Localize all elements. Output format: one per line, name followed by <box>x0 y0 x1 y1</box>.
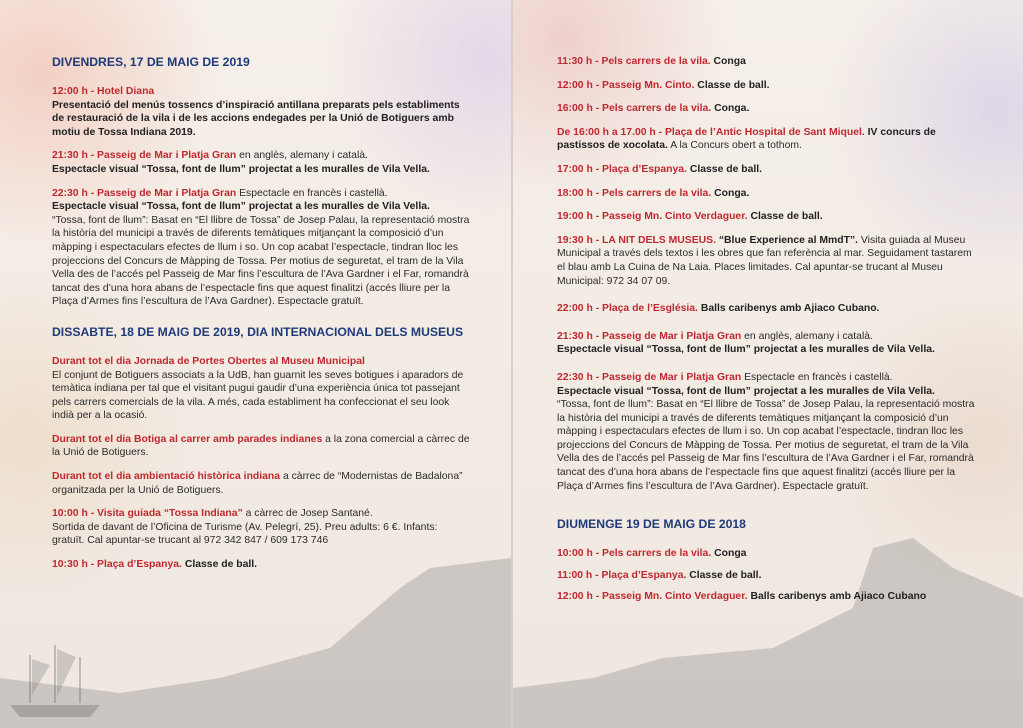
event-body: Presentació del menús tossencs d’inspiració antillana preparats pels establiments de restauració de la vila i de les accions endegades per la Unió de Botiguers amb motiu de Tossa Indiana 2019. <box>52 99 460 138</box>
saturday-event-botiga <box>52 433 470 460</box>
event-lang: en anglès, alemany i català. <box>236 150 368 162</box>
event-description: Visita guiada al Museu Municipal a través dels textos i les obres que fan referència al mar. Seguidament tastarem el blau amb La Cuina de Na Laia. Places limitades. Cal apuntar-se trucant al Museu Municipal: 972 34 07 09. <box>557 234 972 287</box>
event-title: Durant tot el dia Botiga al carrer amb parades indianes <box>52 433 323 445</box>
saturday-event-2200 <box>557 302 975 316</box>
saturday-event-concurs <box>557 126 975 153</box>
event-title: 19:30 h - LA NIT DELS MUSEUS. <box>557 234 716 246</box>
event-title: Durant tot el dia Jornada de Portes Obertes al Museu Municipal <box>52 355 365 367</box>
event-title: 10:30 h - Plaça d’Espanya. <box>52 559 182 571</box>
event-description: “Tossa, font de llum”: Basat en “El llibre de Tossa” de Josep Palau, la representació mostra la història del municipi a través de diferents temàtiques mitjançant la composició d’un màpping i espectaculars efectes de llum i so. Un cop acabat l’espectacle, tindran lloc les projeccions del Concurs de Màpping de Tossa. Per motius de seguretat, el tram de la Vila Vella des de l’accés pel Passeig de Mar fins l’escultura de l’Ava Gardner i el Far, romandrà tancat des d’una hora abans de l’espectacle fins que aquest finalitzi (accés lliure per la Plaça d’Armes fins l’escultura de l’Ava Gardner). Espectacle gratuït. <box>52 214 470 308</box>
saturday-event-2230 <box>557 371 975 493</box>
event-body: Espectacle visual “Tossa, font de llum” projectat a les muralles de Vila Vella. <box>557 344 935 356</box>
event-title: 22:30 h - Passeig de Mar i Platja Gran <box>557 371 742 383</box>
saturday-event-1200 <box>557 79 975 93</box>
event-body: Conga. <box>711 187 750 199</box>
saturday-event-visita-guiada <box>52 507 470 548</box>
ship-illustration <box>0 635 110 725</box>
sunday-event-1200 <box>557 590 975 604</box>
friday-event-2230 <box>52 187 470 309</box>
event-description: Sortida de davant de l’Oficina de Turisme (Av. Pelegrí, 25). Preu adults: 6 €. Infants: gratuït. Cal apuntar-se trucant al 972 342 847 / 609 173 746 <box>52 521 438 547</box>
left-content <box>52 55 470 582</box>
saturday-event-1900 <box>557 210 975 224</box>
event-title: 12:00 h - Passeig Mn. Cinto. <box>557 79 695 91</box>
event-title: 12:00 h - Hotel Diana <box>52 86 155 97</box>
event-body: Conga. <box>711 103 750 115</box>
event-title: 22:00 h - Plaça de l’Església. <box>557 303 698 315</box>
saturday-event-2130 <box>557 330 975 357</box>
event-title: De 16:00 h a 17.00 h - Plaça de l’Antic Hospital de Sant Miquel. <box>557 126 865 138</box>
event-description: “Tossa, font de llum”: Basat en “El llibre de Tossa” de Josep Palau, la representació mostra la història del municipi a través de diferents temàtiques mitjançant la composició d’un màpping i espectaculars efectes de llum i so. Un cop acabat l’espectacle, tindran lloc les projeccions del Concurs de Màpping de Tossa. Per motius de seguretat, el tram de la Vila Vella des de l’accés pel Passeig de Mar fins l’escultura de l’Ava Gardner i el Far, romandrà tancat des d’una hora abans de l’espectacle fins que aquest finalitzi (accés lliure per la Plaça d’Armes fins l’escultura de l’Ava Gardner). Espectacle gratuït. <box>557 399 975 492</box>
event-title: 10:00 h - Visita guiada “Tossa Indiana” <box>52 508 243 520</box>
event-body: Espectacle visual “Tossa, font de llum” projectat a les muralles de Vila Vella. <box>52 201 430 213</box>
saturday-heading-date: DISSABTE, 18 DE MAIG DE 2019, <box>52 324 244 339</box>
saturday-event-1800 <box>557 187 975 201</box>
friday-heading: DIVENDRES, 17 DE MAIG DE 2019 <box>52 55 250 69</box>
event-body: Classe de ball. <box>181 559 258 571</box>
event-description: A la Concurs obert a tothom. <box>667 140 802 152</box>
friday-event-hotel-diana <box>52 85 470 139</box>
event-body: Conga <box>710 56 746 67</box>
event-title: 21:30 h - Passeig de Mar i Platja Gran <box>52 150 237 162</box>
sunday-heading: DIUMENGE 19 DE MAIG DE 2018 <box>557 517 746 532</box>
event-body: a càrrec de Josep Santané. <box>242 508 373 520</box>
saturday-heading-rest: DIA INTERNACIONAL DELS MUSEUS <box>243 324 464 339</box>
event-body: “Blue Experience al MmdT”. <box>715 234 859 246</box>
event-title: 18:00 h - Pels carrers de la vila. <box>557 187 712 199</box>
event-body: El conjunt de Botiguers associats a la UdB, han guarnit les seves botigues i aparadors de temàtica indiana per tal que el visitant pugui gaudir d’una experiència única tot passejant pels carrers comercials de la vila. A més, cada establiment ha confeccionat el seu look indià per a la ocasió. <box>52 369 464 422</box>
saturday-event-portes-obertes <box>52 355 470 423</box>
event-body: Balls caribenys amb Ajiaco Cubano <box>747 591 927 603</box>
saturday-event-1700 <box>557 163 975 177</box>
saturday-event-plaça-espanya <box>52 558 470 572</box>
event-body: Classe de ball. <box>686 569 762 581</box>
event-lang: en anglès, alemany i català. <box>741 330 873 342</box>
friday-event-2130 <box>52 149 470 176</box>
event-title: 21:30 h - Passeig de Mar i Platja Gran <box>557 330 742 342</box>
right-page <box>513 0 1023 728</box>
event-title: 11:30 h - Pels carrers de la vila. <box>557 56 711 67</box>
event-title: 10:00 h - Pels carrers de la vila. <box>557 548 712 560</box>
left-page <box>0 0 511 728</box>
event-lang: Espectacle en francès i castellà. <box>236 187 388 199</box>
event-title: 19:00 h - Passeig Mn. Cinto Verdaguer. <box>557 211 748 223</box>
event-title: 22:30 h - Passeig de Mar i Platja Gran <box>52 187 237 199</box>
event-title: 12:00 h - Passeig Mn. Cinto Verdaguer. <box>557 591 748 603</box>
event-body: Conga <box>711 548 747 560</box>
event-title: 16:00 h - Pels carrers de la vila. <box>557 103 712 115</box>
right-content <box>557 55 975 612</box>
saturday-event-ambientacio <box>52 470 470 497</box>
event-lang: Espectacle en francès i castellà. <box>741 371 893 383</box>
sunday-event-1100 <box>557 569 975 583</box>
saturday-event-nit-museus <box>557 234 975 288</box>
event-body: Balls caribenys amb Ajiaco Cubano. <box>697 303 880 315</box>
saturday-event-1600 <box>557 102 975 116</box>
event-body: Classe de ball. <box>747 211 823 223</box>
event-body: a la zona comercial a càrrec de la Unió de Botiguers. <box>52 433 470 459</box>
sunday-event-1000 <box>557 547 975 561</box>
event-body: Espectacle visual “Tossa, font de llum” projectat a les muralles de Vila Vella. <box>52 163 430 175</box>
event-title: Durant tot el dia ambientació històrica indiana <box>52 471 281 483</box>
saturday-heading <box>52 325 470 340</box>
saturday-event-1130 <box>557 55 975 69</box>
event-body: a càrrec de “Modernistas de Badalona” organitzada per la Unió de Botiguers. <box>52 471 463 496</box>
event-body: Espectacle visual “Tossa, font de llum” projectat a les muralles de Vila Vella. <box>557 385 935 397</box>
event-body: Classe de ball. <box>694 79 770 91</box>
event-title: 17:00 h - Plaça d’Espanya. <box>557 163 687 175</box>
event-title: 11:00 h - Plaça d’Espanya. <box>557 569 687 581</box>
event-body: Classe de ball. <box>686 163 763 175</box>
event-body: IV concurs de pastissos de xocolata. <box>557 126 936 152</box>
